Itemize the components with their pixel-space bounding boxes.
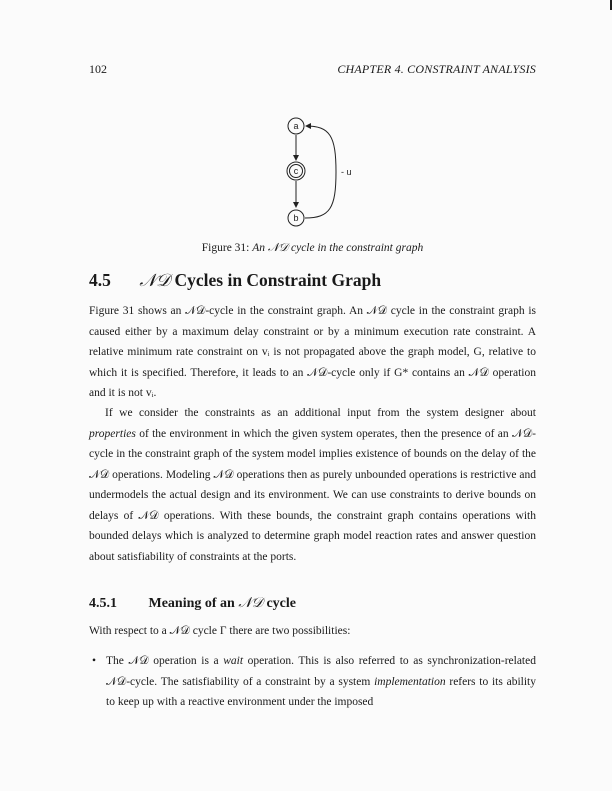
constraint-graph-figure (270, 108, 360, 248)
bullet-text-b: operation. This is also referred to as synchronization-related 𝒩𝒟-cycle. The satisfiability of a constraint by a system (106, 655, 536, 688)
caption-text: An 𝒩𝒟 cycle in the constraint graph (252, 242, 424, 254)
section-title-text: Cycles in Constraint Graph (174, 270, 382, 290)
chapter-title: CHAPTER 4. CONSTRAINT ANALYSIS (337, 62, 536, 76)
section-nd-symbol: 𝒩𝒟 (139, 271, 171, 291)
node-a-label: a (293, 121, 299, 131)
bullet-emphasis-implementation: implementation (374, 675, 446, 688)
section-number: 4.5 (89, 270, 111, 290)
page-number: 102 (89, 62, 107, 76)
graph-node-a (288, 118, 304, 134)
paragraph-3: With respect to a 𝒩𝒟 cycle Γ there are two possibilities: (89, 625, 351, 637)
edge-weight-label: - u (341, 167, 352, 177)
paragraph-2 (89, 403, 536, 567)
subsection-nd-symbol: 𝒩𝒟 (238, 595, 263, 611)
node-c-label: c (293, 166, 299, 176)
bullet-text-c: refers to its ability to keep up with a reactive environment under the imposed (106, 675, 536, 708)
graph-node-b (288, 210, 304, 226)
figure-caption (89, 242, 536, 255)
paragraph-2-start: If we consider the constraints as an additional input from the system designer about (105, 407, 536, 419)
page-header (89, 62, 536, 80)
section-heading (89, 270, 536, 291)
edge-b-to-a (305, 126, 336, 218)
node-b-label: b (293, 213, 299, 223)
subsection-number: 4.5.1 (89, 596, 117, 611)
list-item (89, 651, 536, 713)
possibilities-list (89, 651, 536, 713)
subsection-title-prefix: Meaning of an (148, 596, 235, 611)
graph-node-c (287, 162, 305, 180)
bullet-emphasis-wait: wait (223, 655, 244, 667)
caption-prefix: Figure 31: (201, 242, 250, 254)
subsection-heading (89, 595, 536, 612)
paragraph-2-rest: of the environment in which the given system operates, then the presence of an 𝒩𝒟-cycle in the constraint graph of the system model implies existence of bounds on the delay of the 𝒩𝒟 operations. Modeling 𝒩𝒟 operations then as purely unbounded operations is restrictive and undermodels the actual design and its environment. We can use constraints to derive bounds on delays of 𝒩𝒟 operations. With these bounds, the constraint graph contains operations with bounded delays which is analyzed to determine graph model reaction rates and answer question about satisfiability of constraints at the ports. (89, 427, 536, 563)
paragraph-1: Figure 31 shows an 𝒩𝒟-cycle in the constraint graph. An 𝒩𝒟 cycle in the constraint graph is caused either by a maximum delay constraint or by a minimum execution rate constraint. A relative minimum rate constraint on vᵢ is not propagated above the graph model, G, relative to which it is specified. Therefore, it leads to an 𝒩𝒟-cycle only if G* contains an 𝒩𝒟 operation and it is not vᵢ. (89, 305, 536, 399)
bullet-text-a: The 𝒩𝒟 operation is a (106, 655, 224, 667)
subsection-title-suffix: cycle (266, 596, 296, 611)
bullet-marker: • (92, 655, 97, 667)
paragraph-2-emphasis: properties (89, 427, 136, 440)
